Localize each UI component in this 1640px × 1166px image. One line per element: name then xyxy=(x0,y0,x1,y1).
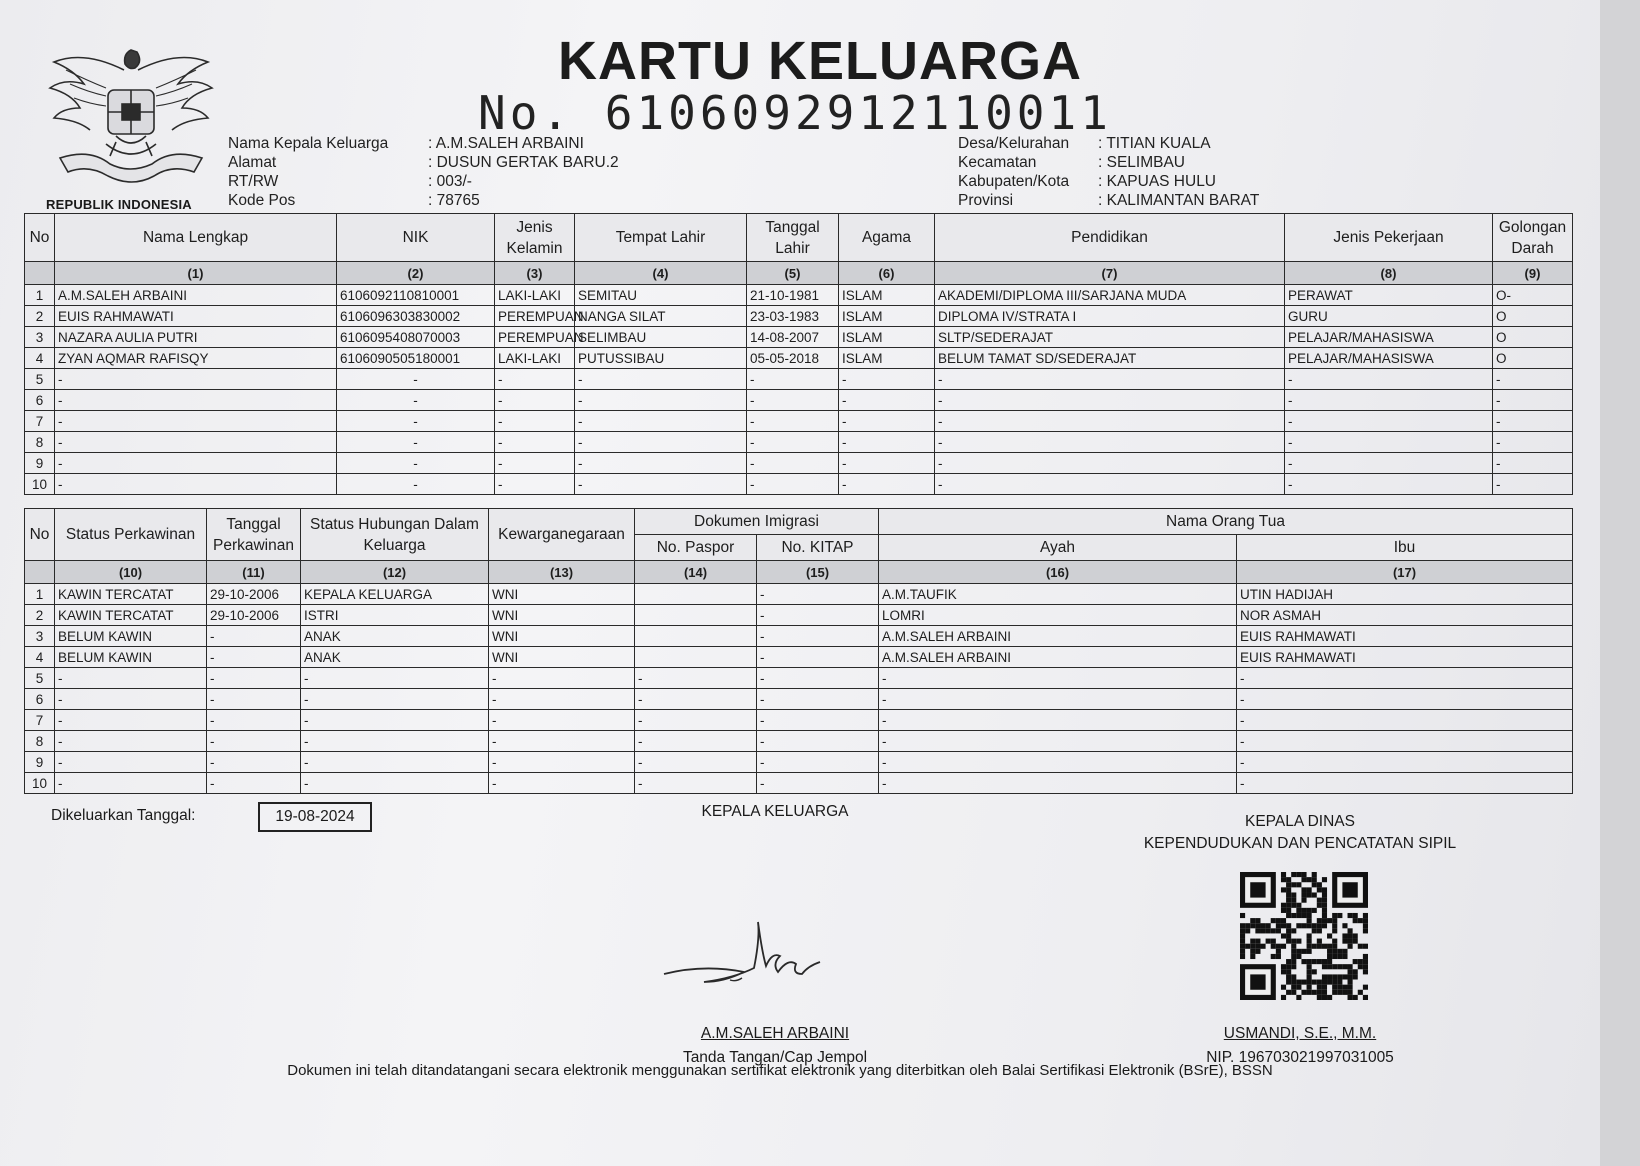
document-title: KARTU KELUARGA xyxy=(558,31,1082,91)
table-cell: - xyxy=(337,474,495,495)
column-number: (4) xyxy=(575,262,747,285)
signature-icon xyxy=(660,920,840,1000)
qr-code-icon xyxy=(1240,872,1368,1000)
table-cell xyxy=(635,647,757,668)
info-label: Kode Pos xyxy=(228,192,296,209)
table-cell: - xyxy=(747,369,839,390)
table-cell: A.M.SALEH ARBAINI xyxy=(55,285,337,306)
table-cell: - xyxy=(757,710,879,731)
table-cell: - xyxy=(55,752,207,773)
header-cell: Tempat Lahir xyxy=(575,214,747,262)
header-cell: Ayah xyxy=(879,535,1237,561)
table-cell: - xyxy=(207,710,301,731)
table-cell: - xyxy=(575,390,747,411)
table-cell: 1 xyxy=(25,584,55,605)
info-value: : TITIAN KUALA xyxy=(1098,135,1211,152)
table-cell: WNI xyxy=(489,605,635,626)
table-cell: - xyxy=(55,474,337,495)
table-cell: - xyxy=(55,432,337,453)
header-cell: Jenis Kelamin xyxy=(495,214,575,262)
table-cell: - xyxy=(55,453,337,474)
agency-title-line2: KEPENDUDUKAN DAN PENCATATAN SIPIL xyxy=(1143,835,1457,852)
column-number: (17) xyxy=(1237,561,1573,584)
table-cell: BELUM TAMAT SD/SEDERAJAT xyxy=(935,348,1285,369)
table-cell: - xyxy=(489,689,635,710)
table-cell: EUIS RAHMAWATI xyxy=(1237,626,1573,647)
table-cell: - xyxy=(55,668,207,689)
table-cell: - xyxy=(747,390,839,411)
table-cell: - xyxy=(1285,411,1493,432)
household-info-left xyxy=(228,134,619,210)
table-cell: A.M.TAUFIK xyxy=(879,584,1237,605)
table-cell: 6 xyxy=(25,390,55,411)
table-cell: - xyxy=(1493,432,1573,453)
table-cell: - xyxy=(301,668,489,689)
column-number: (14) xyxy=(635,561,757,584)
table-cell: NOR ASMAH xyxy=(1237,605,1573,626)
table-cell: DIPLOMA IV/STRATA I xyxy=(935,306,1285,327)
table-cell: 9 xyxy=(25,453,55,474)
table-cell: - xyxy=(1285,390,1493,411)
table-cell: - xyxy=(575,474,747,495)
table-cell: - xyxy=(879,752,1237,773)
table-row xyxy=(25,348,1573,369)
table-cell: A.M.SALEH ARBAINI xyxy=(879,647,1237,668)
table-cell: - xyxy=(301,752,489,773)
table-cell: 6106090505180001 xyxy=(337,348,495,369)
info-label: Kabupaten/Kota xyxy=(958,173,1070,190)
table-cell: - xyxy=(495,411,575,432)
table-cell: - xyxy=(55,369,337,390)
table-cell: - xyxy=(55,390,337,411)
info-value: : SELIMBAU xyxy=(1098,154,1185,171)
table-cell: - xyxy=(757,689,879,710)
table-cell: - xyxy=(757,773,879,794)
table-row xyxy=(25,432,1573,453)
table-cell: LAKI-LAKI xyxy=(495,285,575,306)
table-cell: ISLAM xyxy=(839,306,935,327)
table-cell: AKADEMI/DIPLOMA III/SARJANA MUDA xyxy=(935,285,1285,306)
family-members-table xyxy=(24,213,1573,495)
table-cell: - xyxy=(757,647,879,668)
table-cell: - xyxy=(1285,453,1493,474)
table-cell: - xyxy=(301,773,489,794)
table-cell: - xyxy=(1237,710,1573,731)
table-cell: - xyxy=(1285,432,1493,453)
table-cell: EUIS RAHMAWATI xyxy=(1237,647,1573,668)
table-cell: LOMRI xyxy=(879,605,1237,626)
table-cell: - xyxy=(1493,411,1573,432)
table-cell: - xyxy=(1237,689,1573,710)
table-cell: - xyxy=(1493,474,1573,495)
table-cell: - xyxy=(495,474,575,495)
table-cell: 14-08-2007 xyxy=(747,327,839,348)
table-cell: ISLAM xyxy=(839,327,935,348)
issued-date-value: 19-08-2024 xyxy=(258,802,372,832)
table-row xyxy=(25,306,1573,327)
table-cell: - xyxy=(747,474,839,495)
table-row xyxy=(25,390,1573,411)
table-cell: - xyxy=(207,626,301,647)
column-number: (5) xyxy=(747,262,839,285)
table-cell: SELIMBAU xyxy=(575,327,747,348)
table-cell: - xyxy=(635,689,757,710)
header-cell: NIK xyxy=(337,214,495,262)
table-cell: - xyxy=(337,453,495,474)
agency-head-name: USMANDI, S.E., M.M. xyxy=(1223,1025,1377,1042)
table-cell: - xyxy=(839,390,935,411)
table-cell: - xyxy=(757,626,879,647)
table-cell: - xyxy=(839,411,935,432)
table-cell: UTIN HADIJAH xyxy=(1237,584,1573,605)
table-cell: - xyxy=(935,474,1285,495)
table-cell: - xyxy=(1493,390,1573,411)
table-cell: - xyxy=(635,710,757,731)
table-row xyxy=(25,668,1573,689)
table-row xyxy=(25,710,1573,731)
column-number: (8) xyxy=(1285,262,1493,285)
table-cell: SLTP/SEDERAJAT xyxy=(935,327,1285,348)
signature-caption: Tanda Tangan/Cap Jempol xyxy=(682,1049,868,1066)
table-cell: - xyxy=(1493,453,1573,474)
table-cell xyxy=(635,626,757,647)
table-cell: NAZARA AULIA PUTRI xyxy=(55,327,337,348)
table-cell: - xyxy=(55,710,207,731)
table-cell: - xyxy=(747,411,839,432)
table-row xyxy=(25,369,1573,390)
column-number: (10) xyxy=(55,561,207,584)
info-label: Provinsi xyxy=(958,192,1014,209)
table-cell: - xyxy=(489,710,635,731)
table-cell: - xyxy=(337,390,495,411)
table-cell: - xyxy=(935,453,1285,474)
table-cell: 6 xyxy=(25,689,55,710)
table-cell: - xyxy=(301,731,489,752)
table-row xyxy=(25,584,1573,605)
table-cell: - xyxy=(879,773,1237,794)
table-cell: 9 xyxy=(25,752,55,773)
header-cell: Status Perkawinan xyxy=(55,509,207,561)
issued-date-label: Dikeluarkan Tanggal: xyxy=(51,807,196,824)
table-cell: - xyxy=(495,432,575,453)
info-value: : KAPUAS HULU xyxy=(1098,173,1217,190)
table-cell: - xyxy=(747,453,839,474)
header-cell: No. KITAP xyxy=(757,535,879,561)
table-cell: 8 xyxy=(25,432,55,453)
table-cell: - xyxy=(879,731,1237,752)
table-cell: - xyxy=(575,453,747,474)
table-cell: BELUM KAWIN xyxy=(55,626,207,647)
table-cell xyxy=(635,605,757,626)
table-cell: ANAK xyxy=(301,647,489,668)
table-cell: - xyxy=(55,411,337,432)
table-cell: - xyxy=(935,432,1285,453)
household-info-right xyxy=(958,134,1259,210)
column-number xyxy=(25,561,55,584)
agency-head-nip: NIP. 196703021997031005 xyxy=(1206,1049,1394,1066)
table-cell: - xyxy=(207,689,301,710)
table-cell: - xyxy=(489,752,635,773)
table-cell: - xyxy=(489,731,635,752)
table-cell: - xyxy=(575,369,747,390)
electronic-signature-note: Dokumen ini telah ditandatangani secara elektronik menggunakan sertifikat elektronik yang diterbitkan oleh Balai Sertifikasi Elektronik (BSrE), BSSN xyxy=(287,1062,1273,1079)
header-cell: Agama xyxy=(839,214,935,262)
table-row xyxy=(25,474,1573,495)
table-cell: SEMITAU xyxy=(575,285,747,306)
column-number: (13) xyxy=(489,561,635,584)
table-cell: LAKI-LAKI xyxy=(495,348,575,369)
info-value: : 003/- xyxy=(428,173,472,190)
table-cell: 4 xyxy=(25,348,55,369)
table-cell: - xyxy=(757,605,879,626)
info-value: : DUSUN GERTAK BARU.2 xyxy=(428,154,619,171)
info-value: : A.M.SALEH ARBAINI xyxy=(428,135,584,152)
table-cell: PERAWAT xyxy=(1285,285,1493,306)
table-cell: O xyxy=(1493,327,1573,348)
table-row xyxy=(25,605,1573,626)
table-cell: - xyxy=(1237,752,1573,773)
table-row xyxy=(25,647,1573,668)
header-cell: Tanggal Lahir xyxy=(747,214,839,262)
column-number xyxy=(25,262,55,285)
column-number: (16) xyxy=(879,561,1237,584)
table-row xyxy=(25,327,1573,348)
table-cell: 7 xyxy=(25,710,55,731)
table-cell: ISLAM xyxy=(839,285,935,306)
table-row xyxy=(25,411,1573,432)
table-cell: WNI xyxy=(489,584,635,605)
header-cell: Golongan Darah xyxy=(1493,214,1573,262)
table-row xyxy=(25,752,1573,773)
header-cell: No xyxy=(25,214,55,262)
table-cell: PELAJAR/MAHASISWA xyxy=(1285,348,1493,369)
table-cell: A.M.SALEH ARBAINI xyxy=(879,626,1237,647)
column-number: (7) xyxy=(935,262,1285,285)
table-cell: O xyxy=(1493,306,1573,327)
table-cell: 05-05-2018 xyxy=(747,348,839,369)
table-cell: 3 xyxy=(25,626,55,647)
table-cell: - xyxy=(207,668,301,689)
table-cell: - xyxy=(879,668,1237,689)
table-cell xyxy=(635,584,757,605)
table-cell: - xyxy=(935,411,1285,432)
header-cell: Nama Orang Tua xyxy=(879,509,1573,535)
table-cell: 10 xyxy=(25,474,55,495)
table-cell: - xyxy=(1493,369,1573,390)
header-cell: No xyxy=(25,509,55,561)
table-cell: 1 xyxy=(25,285,55,306)
header-cell: Nama Lengkap xyxy=(55,214,337,262)
table-cell: - xyxy=(757,668,879,689)
table-cell: - xyxy=(839,369,935,390)
table-row xyxy=(25,453,1573,474)
table-cell: KAWIN TERCATAT xyxy=(55,584,207,605)
table-cell: - xyxy=(575,411,747,432)
table-cell: - xyxy=(635,752,757,773)
table-cell: - xyxy=(207,731,301,752)
table-cell: 5 xyxy=(25,668,55,689)
table-cell: - xyxy=(1285,474,1493,495)
header-cell: Tanggal Perkawinan xyxy=(207,509,301,561)
table-cell: - xyxy=(495,369,575,390)
table-cell: - xyxy=(301,689,489,710)
table-cell: WNI xyxy=(489,647,635,668)
table-cell: - xyxy=(489,773,635,794)
table-cell: - xyxy=(839,453,935,474)
table-cell: 10 xyxy=(25,773,55,794)
table-cell: - xyxy=(1285,369,1493,390)
table-cell: 8 xyxy=(25,731,55,752)
table-cell: - xyxy=(757,731,879,752)
table-cell: GURU xyxy=(1285,306,1493,327)
table-cell: - xyxy=(495,390,575,411)
table-cell: - xyxy=(747,432,839,453)
table-cell: 6106095408070003 xyxy=(337,327,495,348)
table-cell: - xyxy=(839,474,935,495)
table-cell: - xyxy=(1237,731,1573,752)
table-cell: - xyxy=(207,647,301,668)
column-number: (2) xyxy=(337,262,495,285)
header-cell: Dokumen Imigrasi xyxy=(635,509,879,535)
table-row xyxy=(25,773,1573,794)
table-cell: 5 xyxy=(25,369,55,390)
table-cell: 21-10-1981 xyxy=(747,285,839,306)
table-cell: 3 xyxy=(25,327,55,348)
table-row xyxy=(25,626,1573,647)
table-cell: BELUM KAWIN xyxy=(55,647,207,668)
table-cell: 2 xyxy=(25,605,55,626)
table-cell: - xyxy=(1237,668,1573,689)
table-cell: - xyxy=(757,752,879,773)
info-label: Desa/Kelurahan xyxy=(958,135,1070,152)
table-cell: - xyxy=(337,432,495,453)
head-of-family-title: KEPALA KELUARGA xyxy=(701,803,849,820)
table-cell: - xyxy=(495,453,575,474)
column-number: (9) xyxy=(1493,262,1573,285)
table-cell: - xyxy=(635,668,757,689)
header-cell: Jenis Pekerjaan xyxy=(1285,214,1493,262)
family-relations-table xyxy=(24,508,1573,794)
info-label: Alamat xyxy=(228,154,277,171)
table-cell: 2 xyxy=(25,306,55,327)
head-of-family-name: A.M.SALEH ARBAINI xyxy=(700,1025,850,1042)
agency-title-line1: KEPALA DINAS xyxy=(1245,813,1355,830)
table-cell: ANAK xyxy=(301,626,489,647)
table-cell: - xyxy=(55,773,207,794)
table-cell: 6106092110810001 xyxy=(337,285,495,306)
column-number: (15) xyxy=(757,561,879,584)
table-cell: EUIS RAHMAWATI xyxy=(55,306,337,327)
table-cell: NANGA SILAT xyxy=(575,306,747,327)
table-cell: PELAJAR/MAHASISWA xyxy=(1285,327,1493,348)
table-cell: PEREMPUAN xyxy=(495,327,575,348)
table-row xyxy=(25,731,1573,752)
table-cell: PUTUSSIBAU xyxy=(575,348,747,369)
header-cell: Ibu xyxy=(1237,535,1573,561)
table-row xyxy=(25,689,1573,710)
table-cell: - xyxy=(935,390,1285,411)
table-cell: - xyxy=(635,731,757,752)
table-cell: KAWIN TERCATAT xyxy=(55,605,207,626)
table-cell: 7 xyxy=(25,411,55,432)
info-label: Kecamatan xyxy=(958,154,1037,171)
header-cell: No. Paspor xyxy=(635,535,757,561)
table-cell: - xyxy=(207,773,301,794)
column-number: (6) xyxy=(839,262,935,285)
table-cell: 29-10-2006 xyxy=(207,605,301,626)
table-cell: O- xyxy=(1493,285,1573,306)
table-cell: 6106096303830002 xyxy=(337,306,495,327)
table-cell: - xyxy=(839,432,935,453)
table-cell: 29-10-2006 xyxy=(207,584,301,605)
info-label: RT/RW xyxy=(228,173,279,190)
table-cell: WNI xyxy=(489,626,635,647)
table-cell: - xyxy=(337,411,495,432)
column-number: (3) xyxy=(495,262,575,285)
header-cell: Status Hubungan Dalam Keluarga xyxy=(301,509,489,561)
column-number: (12) xyxy=(301,561,489,584)
table-cell: - xyxy=(337,369,495,390)
table-cell: - xyxy=(55,731,207,752)
table-cell: - xyxy=(55,689,207,710)
table-cell: - xyxy=(879,710,1237,731)
table-cell: - xyxy=(1237,773,1573,794)
table-cell: - xyxy=(489,668,635,689)
column-number: (1) xyxy=(55,262,337,285)
table-cell: - xyxy=(575,432,747,453)
table-cell: ISTRI xyxy=(301,605,489,626)
table-cell: PEREMPUAN xyxy=(495,306,575,327)
column-number: (11) xyxy=(207,561,301,584)
table-cell: - xyxy=(635,773,757,794)
family-card-number: No. 6106092912110011 xyxy=(478,86,1112,140)
header-cell: Pendidikan xyxy=(935,214,1285,262)
table-cell: 23-03-1983 xyxy=(747,306,839,327)
table-cell: O xyxy=(1493,348,1573,369)
emblem-caption: REPUBLIK INDONESIA xyxy=(46,197,192,212)
table-cell: - xyxy=(757,584,879,605)
table-cell: - xyxy=(207,752,301,773)
table-cell: - xyxy=(935,369,1285,390)
table-cell: - xyxy=(301,710,489,731)
table-cell: ISLAM xyxy=(839,348,935,369)
info-value: : 78765 xyxy=(428,192,480,209)
table-cell: 4 xyxy=(25,647,55,668)
info-label: Nama Kepala Keluarga xyxy=(228,135,389,152)
info-value: : KALIMANTAN BARAT xyxy=(1098,192,1260,209)
table-cell: ZYAN AQMAR RAFISQY xyxy=(55,348,337,369)
header-cell: Kewarganegaraan xyxy=(489,509,635,561)
table-cell: KEPALA KELUARGA xyxy=(301,584,489,605)
table-row xyxy=(25,285,1573,306)
table-cell: - xyxy=(879,689,1237,710)
